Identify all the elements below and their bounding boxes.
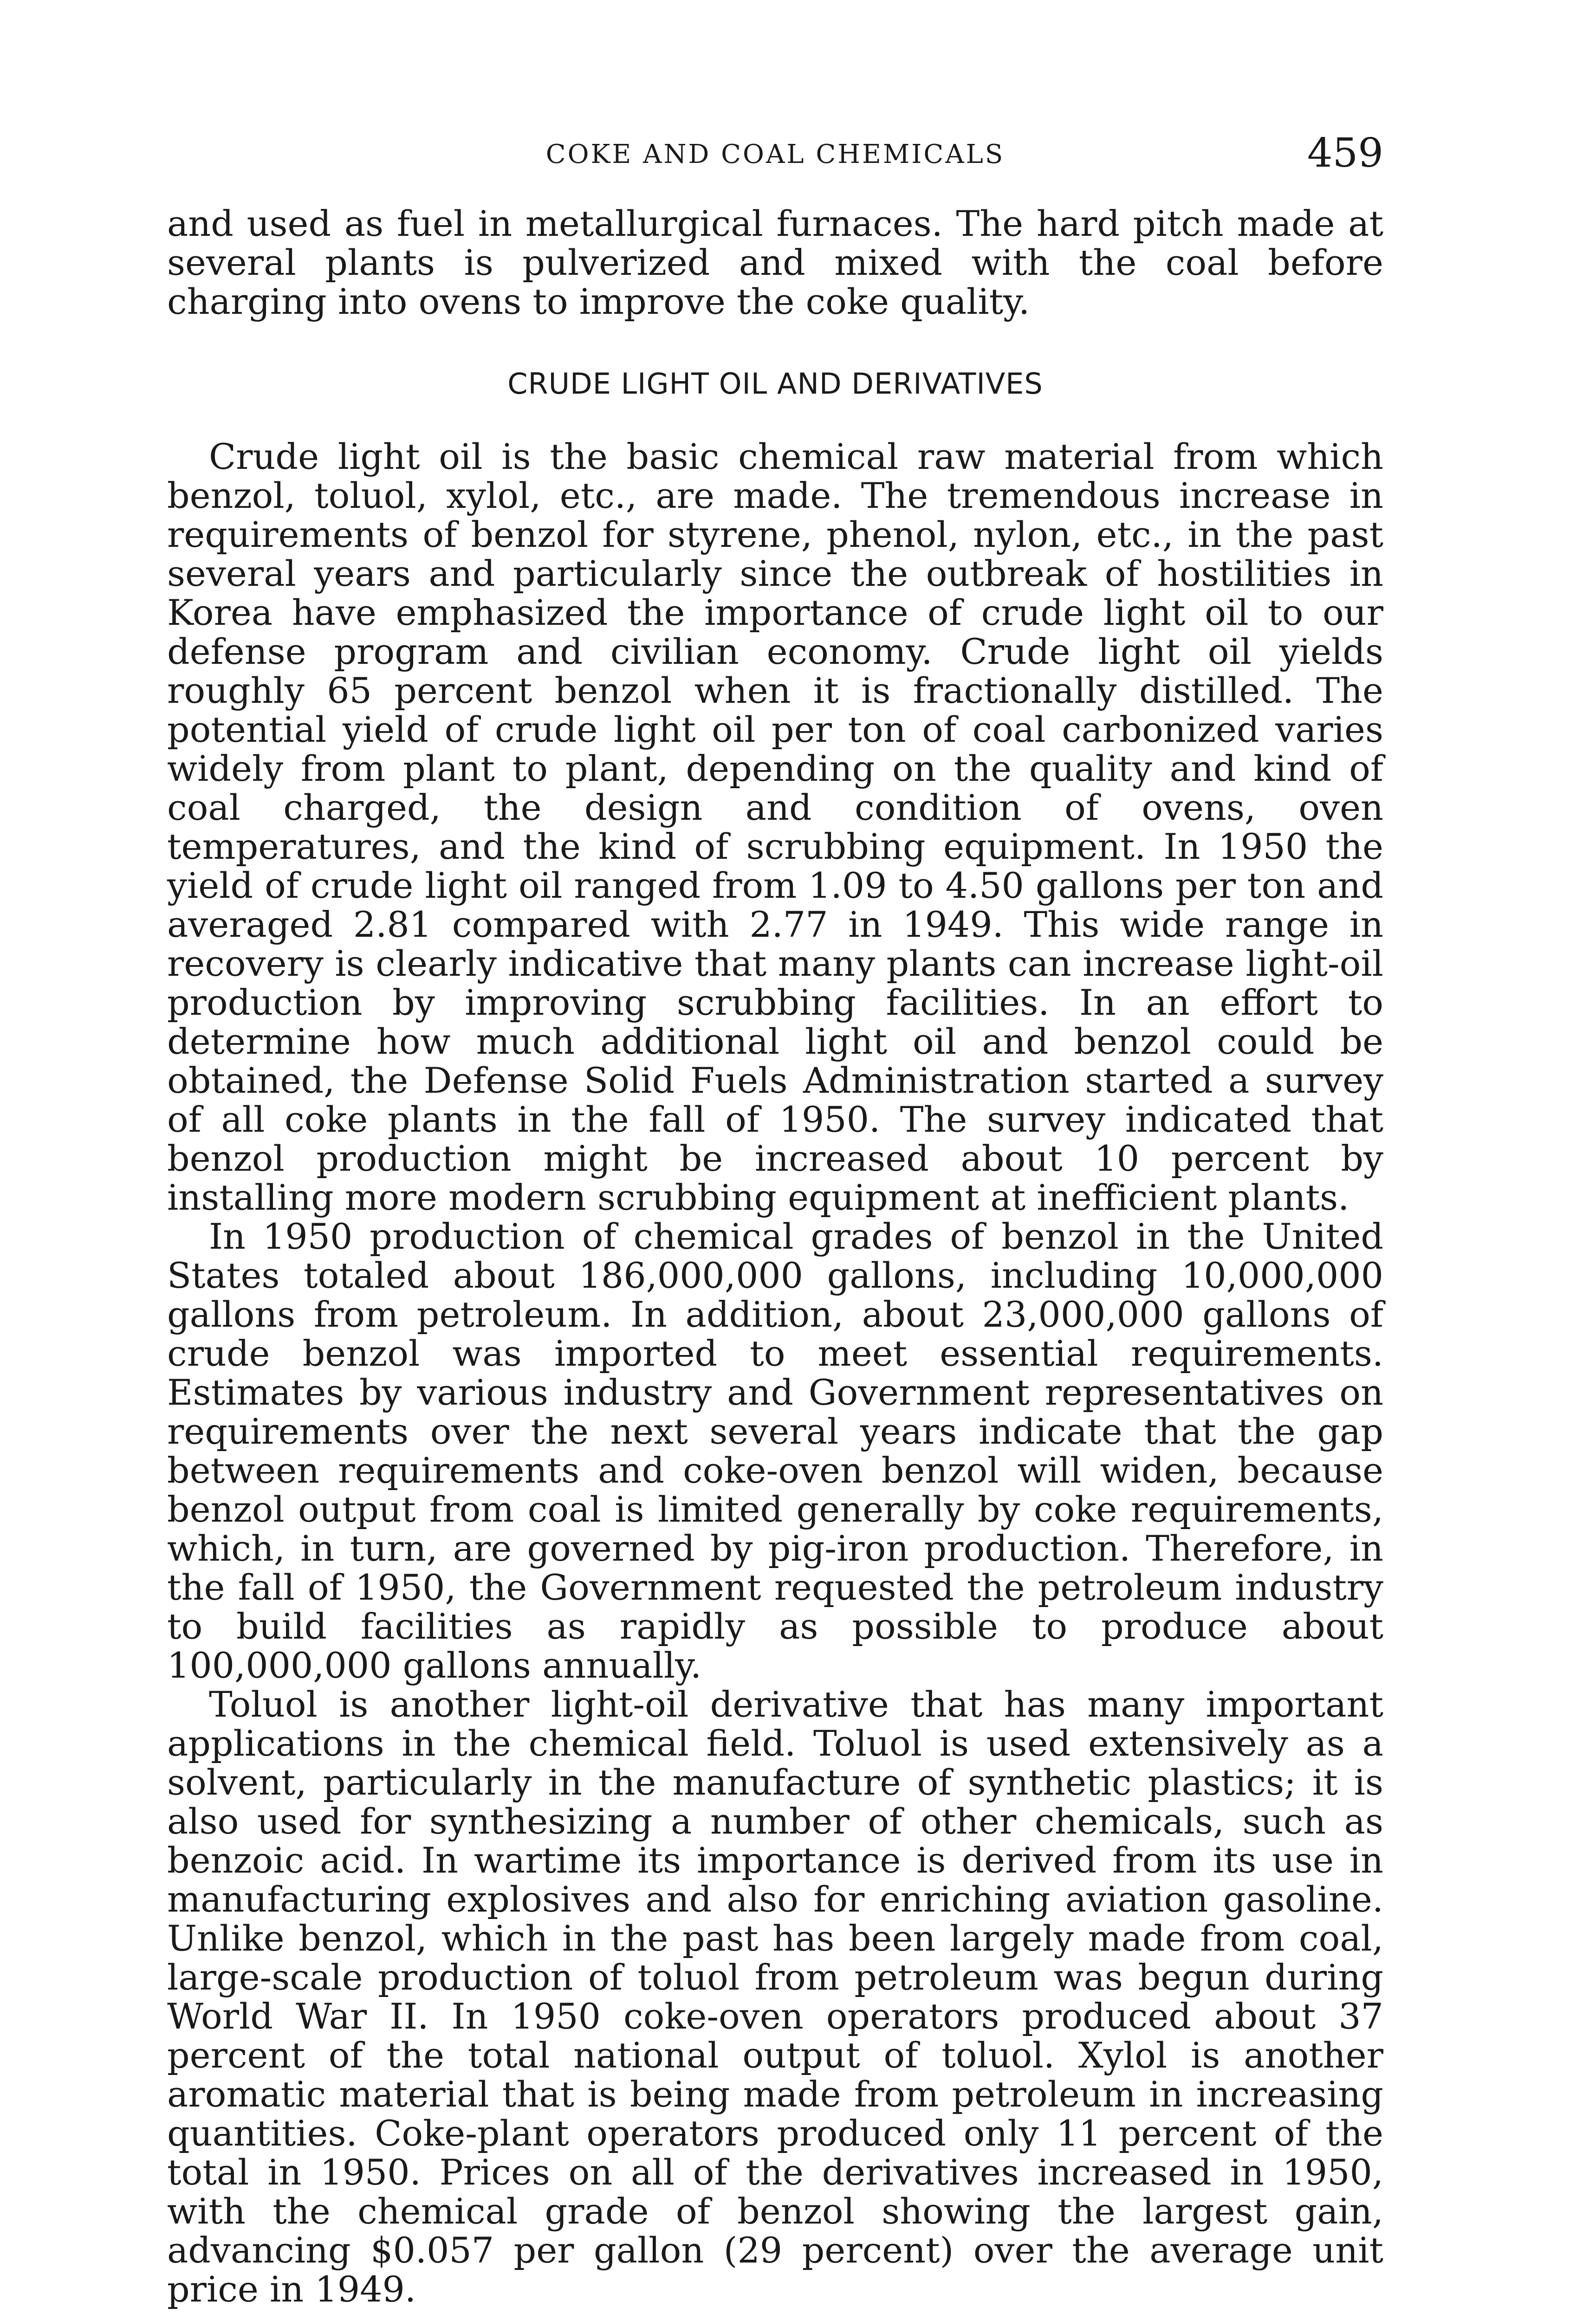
paragraph-light-oil: Crude light oil is the basic chemical raw material from which benzol, toluol, xylol, etc., are made. The tremendous increase in requirements of benzol for styrene, phenol, nylon, etc., in the past several years and particularly since the outbreak of hostilities in Korea have emphasized the importance of crude light oil to our defense program and civilian economy. Crude light oil yields roughly 65 percent benzol when it is fractionally distilled. The potential yield of crude light oil per ton of coal carbonized varies widely from plant to plant, depending on the quality and kind of coal charged, the design and condition of ovens, oven temperatures, and the kind of scrubbing equipment. In 1950 the yield of crude light oil ranged from 1.09 to 4.50 gallons per ton and averaged 2.81 compared with 2.77 in 1949. This wide range in recovery is clearly indicative that many plants can increase light-oil production by improving scrubbing facilities. In an effort to determine how much additional light oil and benzol could be obtained, the Defense Solid Fuels Administration started a survey of all coke plants in the fall of 1950. The survey indicated that benzol production might be increased about 10 percent by installing more modern scrubbing equipment at inefficient plants. bbox=[167, 436, 1383, 1218]
paragraph-benzol: In 1950 production of chemical grades of benzol in the United States totaled about 186,000,000 gallons, including 10,000,000 gallons from petroleum. In addition, about 23,000,000 gallons of crude benzol was imported to meet essential requirements. Estimates by various industry and Government representatives on requirements over the next several years indicate that the gap between requirements and coke-oven benzol will widen, because benzol output from coal is limited generally by coke requirements, which, in turn, are governed by pig-iron production. Therefore, in the fall of 1950, the Government requested the petroleum industry to build facilities as rapidly as possible to produce about 100,000,000 gallons annually. bbox=[167, 1216, 1383, 1686]
body-text bbox=[167, 204, 1383, 2309]
page-number: 459 bbox=[1307, 130, 1383, 176]
running-title: COKE AND COAL CHEMICALS bbox=[545, 139, 1005, 169]
continued-paragraph: and used as fuel in metallurgical furnaces. The hard pitch made at several plants is pulverized and mixed with the coal before charging into ovens to improve the coke quality. bbox=[167, 203, 1383, 322]
paragraph-toluol: Toluol is another light-oil derivative that has many important applications in the chemical field. Toluol is used extensively as a solvent, particularly in the manufacture of synthetic plastics; it is also used for synthesizing a number of other chemicals, such as benzoic acid. In wartime its importance is derived from its use in manufacturing explosives and also for enriching aviation gasoline. Unlike benzol, which in the past has been largely made from coal, large-scale production of toluol from petroleum was begun during World War II. In 1950 coke-oven operators produced about 37 percent of the total national output of toluol. Xylol is another aromatic material that is being made from petroleum in increasing quantities. Coke-plant operators produced only 11 percent of the total in 1950. Prices on all of the derivatives increased in 1950, with the chemical grade of benzol showing the largest gain, advancing $0.057 per gallon (29 percent) over the average unit price in 1949. bbox=[167, 1684, 1383, 2310]
section-heading: CRUDE LIGHT OIL AND DERIVATIVES bbox=[507, 367, 1043, 401]
running-header bbox=[167, 130, 1383, 186]
